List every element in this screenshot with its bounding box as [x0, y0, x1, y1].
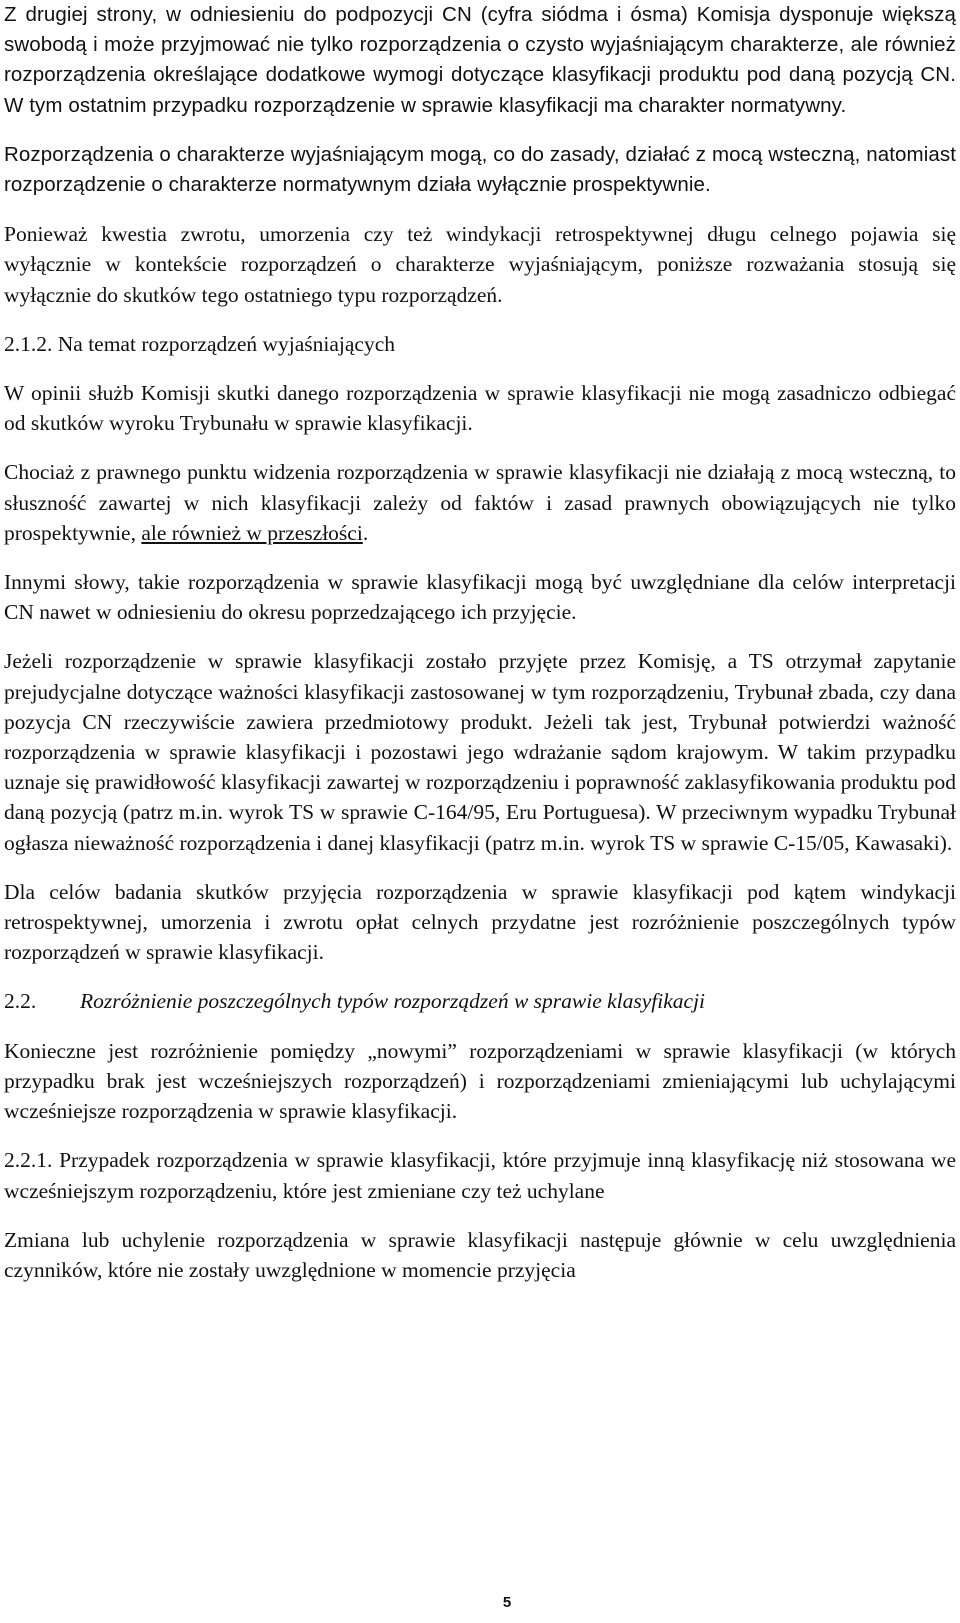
section-heading-2-1-2: 2.1.2. Na temat rozporządzeń wyjaśniających: [4, 331, 396, 356]
underlined-phrase: ale również w przeszłości: [141, 520, 363, 545]
paragraph-chociaz-main: Chociaż z prawnego punktu widzenia rozporządzenia w sprawie klasyfikacji nie działają z mocą wsteczną, to słuszność zawartej w nich klasyfikacji zależy od faktów i zasad prawnych obowiązujących nie tylko prospektywnie,: [4, 460, 956, 545]
paragraph-podpozycje-cn: Z drugiej strony, w odniesieniu do podpozycji CN (cyfra siódma i ósma) Komisja dysponuje większą swobodą i może przyjmować nie tylko rozporządzenia o czysto wyjaśniającym charakterze, ale również rozporządzenia określające dodatkowe wymogi dotyczące klasyfikacji produktu pod daną pozycją CN. W tym ostatnim przypadku rozporządzenie w sprawie klasyfikacji ma charakter normatywny.: [4, 3, 956, 117]
section-heading-2-2-1: 2.2.1. Przypadek rozporządzenia w sprawie klasyfikacji, które przyjmuje inną klasyfikację niż stosowana we wcześniejszym rozporządzeniu, które jest zmieniane czy też uchylane: [4, 1148, 956, 1203]
paragraph-innymi-slowy: Innymi słowy, takie rozporządzenia w sprawie klasyfikacji mogą być uwzględniane dla celów interpretacji CN nawet w odniesieniu do okresu poprzedzającego ich przyjęcie.: [4, 570, 956, 625]
paragraph-chociaz-end: .: [362, 520, 369, 545]
paragraph-chociaz: [4, 457, 956, 548]
document-page: [4, 0, 956, 1304]
paragraph-moc-wsteczna: Rozporządzenia o charakterze wyjaśniającym mogą, co do zasady, działać z mocą wsteczną, natomiast rozporządzenie o charakterze normatywnym działa wyłącznie prospektywnie.: [4, 142, 956, 197]
section-heading-2-2-number: 2.2.: [4, 989, 37, 1014]
paragraph-zmiana: Zmiana lub uchylenie rozporządzenia w sprawie klasyfikacji następuje głównie w celu uwzględnienia czynników, które nie zostały uwzględnione w momencie przyjęcia: [4, 1227, 956, 1282]
paragraph-kwestia-zwrotu: Ponieważ kwestia zwrotu, umorzenia czy też windykacji retrospektywnej długu celnego pojawia się wyłącznie w kontekście rozporządzeń o charakterze wyjaśniającym, poniższe rozważania stosują się wyłącznie do skutków tego ostatniego typu rozporządzeń.: [4, 222, 956, 307]
page-number: 5: [502, 1594, 512, 1611]
section-heading-2-2-title: Rozróżnienie poszczególnych typów rozporządzeń w sprawie klasyfikacji: [80, 989, 706, 1014]
paragraph-opinia-sluzb: W opinii służb Komisji skutki danego rozporządzenia w sprawie klasyfikacji nie mogą zasadniczo odbiegać od skutków wyroku Trybunału w sprawie klasyfikacji.: [4, 381, 956, 436]
section-heading-2-2: [4, 986, 956, 1016]
paragraph-trybunal: Jeżeli rozporządzenie w sprawie klasyfikacji zostało przyjęte przez Komisję, a TS otrzymał zapytanie prejudycjalne dotyczące ważności klasyfikacji zastosowanej w tym rozporządzeniu, Trybunał zbada, czy dana pozycja CN rzeczywiście zawiera przedmiotowy produkt. Jeżeli tak jest, Trybunał potwierdzi ważność rozporządzenia w sprawie klasyfikacji i pozostawi jego wdrażanie sądom krajowym. W takim przypadku uznaje się prawidłowość klasyfikacji zawartej w rozporządzeniu i poprawność zaklasyfikowania produktu pod daną pozycją (patrz m.in. wyrok TS w sprawie C-164/95, Eru Portuguesa). W przeciwnym wypadku Trybunał ogłasza nieważność rozporządzenia i danej klasyfikacji (patrz m.in. wyrok TS w sprawie C-15/05, Kawasaki).: [4, 649, 956, 855]
paragraph-konieczne: Konieczne jest rozróżnienie pomiędzy „nowymi” rozporządzeniami w sprawie klasyfikacji (w których przypadku brak jest wcześniejszych rozporządzeń) i rozporządzeniami zmieniającymi lub uchylającymi wcześniejsze rozporządzenia w sprawie klasyfikacji.: [4, 1038, 956, 1124]
paragraph-dla-celow: Dla celów badania skutków przyjęcia rozporządzenia w sprawie klasyfikacji pod kątem windykacji retrospektywnej, umorzenia i zwrotu opłat celnych przydatne jest rozróżnienie poszczególnych typów rozporządzeń w sprawie klasyfikacji.: [4, 879, 956, 965]
